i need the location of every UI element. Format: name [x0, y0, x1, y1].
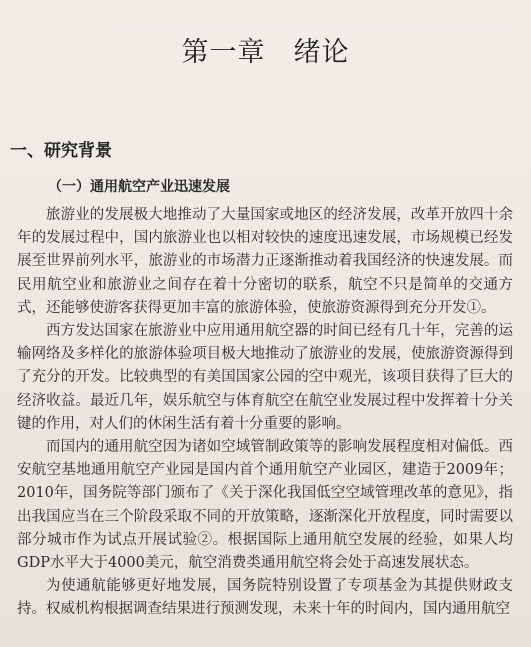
paragraph-2: 西方发达国家在旅游业中应用通用航空器的时间已经有几十年，完善的运输网络及多样化的旅游体验项目极大地推动了旅游业的发展，使旅游资源得到了充分的开发。比较典型的有美国国家公园的空中观光，该项目获得了巨大的经济收益。最近几年，娱乐航空与体育航空在航空业发展过程中发挥着十分关键的作用，对人们的休闲生活有着十分重要的影响。 [17, 323, 513, 432]
paragraph-1: 旅游业的发展极大地推动了大量国家或地区的经济发展，改革开放四十余年的发展过程中，国内旅游业也以相对较快的速度迅速发展，市场规模已经发展至世界前列水平，旅游业的市场潜力正逐渐推动着我国经济的快速发展。而民用航空业和旅游业之间存在着十分密切的联系，航空不只是简单的交通方式，还能够使游客获得更加丰富的旅游体验，使旅游资源得到充分开发①。 [17, 207, 513, 316]
paragraph-4: 为使通航能够更好地发展，国务院特别设置了专项基金为其提供财政支持。权威机构根据调查结果进行预测发现，未来十年的时间内，国内通用航空 [17, 578, 513, 618]
section-heading: 一、研究背景 [10, 141, 112, 161]
body-text [17, 204, 513, 622]
chapter-title: 第一章 绪论 [181, 37, 350, 68]
subsection-heading: （一）通用航空产业迅速发展 [48, 179, 230, 195]
paragraph-3: 而国内的通用航空因为诸如空域管制政策等的影响发展程度相对偏低。西安航空基地通用航空产业园是国内首个通用航空产业园区，建造于2009年；2010年，国务院等部门颁布了《关于深化我国低空空域管理改革的意见》，指出我国应当在三个阶段采取不同的开放策略，逐渐深化开放程度，同时需要以部分城市作为试点开展试验②。根据国际上通用航空发展的经验，如果人均GDP水平大于4000美元，航空消费类通用航空将会处于高速发展状态。 [17, 439, 513, 572]
